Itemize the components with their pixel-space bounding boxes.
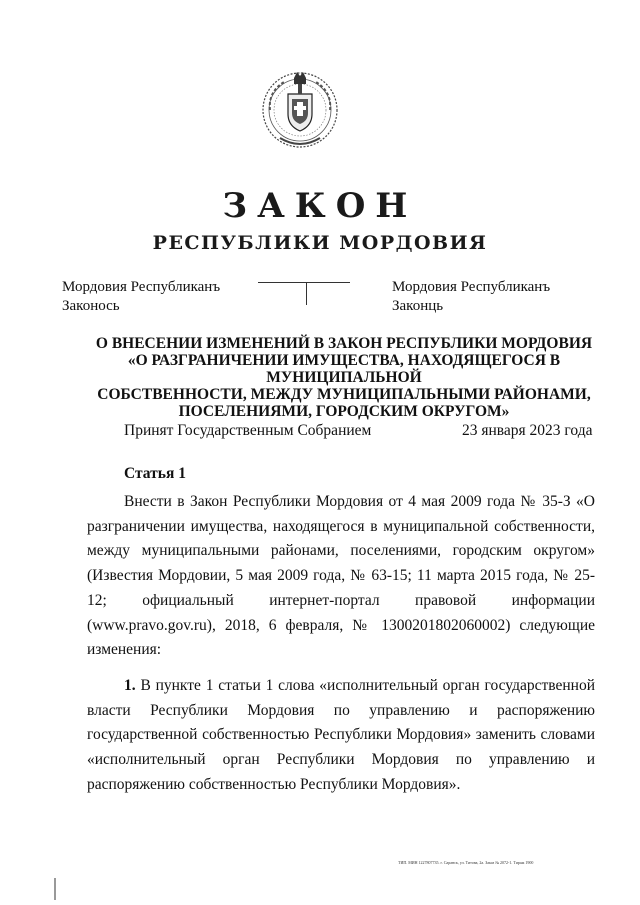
header-left-line2: Законось	[62, 298, 120, 314]
law-heading-line2: «О РАЗГРАНИЧЕНИИ ИМУЩЕСТВА, НАХОДЯЩЕГОСЯ В МУНИЦИПАЛЬНОЙ	[127, 352, 561, 386]
adopted-date: 23 января 2023 года	[462, 422, 593, 439]
article-item-1-paragraph	[87, 674, 595, 798]
law-heading-line1: О ВНЕСЕНИИ ИЗМЕНЕНИЙ В ЗАКОН РЕСПУБЛИКИ МОРДОВИЯ	[95, 335, 593, 352]
header-right-line2: Законць	[392, 298, 444, 314]
coat-of-arms-icon	[258, 66, 342, 150]
law-heading-line3: СОБСТВЕННОСТИ, МЕЖДУ МУНИЦИПАЛЬНЫМИ РАЙОНАМИ,	[97, 386, 591, 403]
adopted-by: Принят Государственным Собранием	[124, 422, 372, 439]
document-title: ЗАКОН	[222, 186, 418, 226]
document-subtitle: РЕСПУБЛИКИ МОРДОВИЯ	[152, 232, 488, 254]
header-left-line1: Мордовия Республиканъ	[62, 279, 221, 295]
article-item-1-text: В пункте 1 статьи 1 слова «исполнительный орган государственной власти Республики Мордовия по управлению и распоряжению государственной собственностью Республики Мордовия» заменить словами «исполнительный орган Республики Мордовия по управлению и распоряжению собственностью Республики Мордовия».	[87, 677, 595, 793]
article-title: Статья 1	[124, 465, 186, 482]
header-right-block	[392, 278, 550, 316]
header-divider-horizontal	[258, 282, 350, 283]
article-intro-paragraph: Внести в Закон Республики Мордовия от 4 мая 2009 года № 35-З «О разграничении имущества, находящегося в муниципальной собственности, между муниципальными районами, поселениями, городским округом» (Известия Мордовии, 5 мая 2009 года, № 63-15; 11 марта 2015 года, № 25-12; официальный интернет-портал правовой информации (www.pravo.gov.ru), 2018, 6 февраля, № 1300201802060002) следующие изменения:	[87, 493, 595, 659]
header-right-line1: Мордовия Республиканъ	[392, 279, 551, 295]
margin-mark	[54, 878, 56, 900]
article-item-1-number: 1.	[124, 677, 136, 694]
header-left-block	[62, 278, 220, 316]
law-heading	[84, 335, 604, 420]
header-divider-vertical	[306, 283, 307, 305]
law-heading-line4: ПОСЕЛЕНИЯМИ, ГОРОДСКИМ ОКРУГОМ»	[178, 403, 510, 420]
print-info-footer: ТИП. МИН 1227807735. г. Саранск, ул. Титова, 2а. Заказ № 2072-1. Тираж 1900	[398, 860, 534, 865]
